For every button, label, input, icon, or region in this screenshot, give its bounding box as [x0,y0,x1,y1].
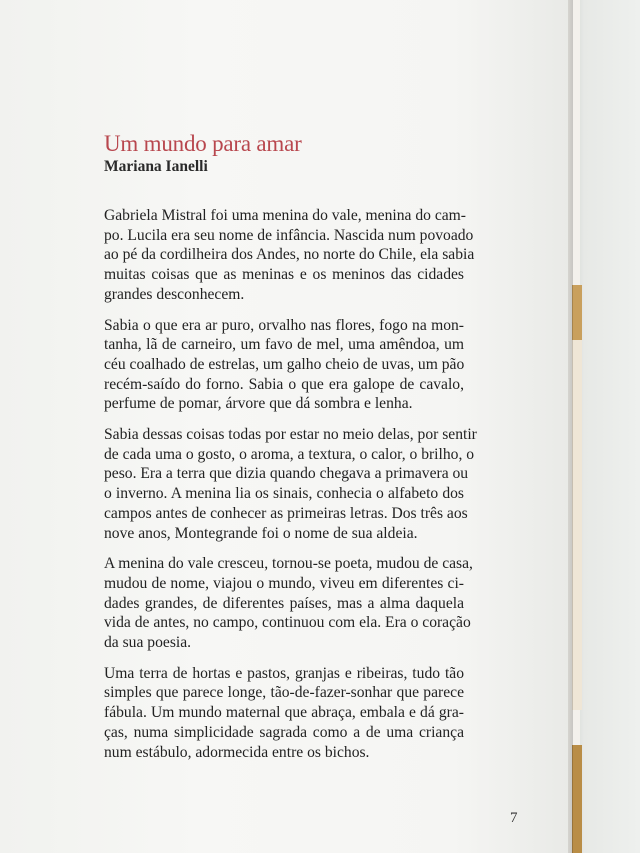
text-line: muitas coisas que as meninas e os meninos das cidades [104,266,464,284]
chapter-title: Um mundo para amar [104,131,302,156]
paragraph [104,664,464,763]
text-line: campos antes de conhecer as primeiras letras. Dos três aos [104,504,468,522]
text-line: ças, numa simplicidade sagrada como a de uma criança [104,723,464,741]
text-line: recém-saído do forno. Sabia o que era galope de cavalo, [104,375,464,393]
text-line: mudou de nome, viajou o mundo, viveu em diferentes ci- [104,574,464,592]
text-line: A menina do vale cresceu, tornou-se poeta, mudou de casa, [104,555,473,573]
body-text [104,206,477,773]
text-line: nove anos, Montegrande foi o nome de sua aldeia. [104,524,418,542]
text-line: da sua poesia. [104,634,192,652]
text-line: po. Lucila era seu nome de infância. Nascida num povoado [104,226,474,244]
text-line: dades grandes, de diferentes países, mas a alma daquela [104,594,464,612]
text-line: de cada uma o gosto, o aroma, a textura, o calor, o brilho, o [104,445,475,463]
paragraph [104,206,475,305]
paragraph [104,425,477,543]
paragraph [104,554,473,653]
text-line: simples que parece longe, tão-de-fazer-sonhar que parece [104,684,464,702]
text-line: vida de antes, no campo, continuou com ela. Era o coração [104,614,471,632]
author-name: Mariana Ianelli [104,158,208,175]
text-line: grandes desconhecem. [104,285,245,303]
text-line: num estábulo, adormecida entre os bichos. [104,743,370,761]
cover-edge-cream [572,340,582,710]
text-line: ao pé da cordilheira dos Andes, no norte do Chile, ela sabia [104,246,475,264]
paragraph [104,316,464,415]
cover-edge-gold [572,285,582,340]
cover-edge-gold-lower [572,745,582,853]
text-line: tanha, lã de carneiro, um favo de mel, uma amêndoa, um [104,336,464,354]
text-line: Uma terra de hortas e pastos, granjas e ribeiras, tudo tão [104,664,464,682]
text-line: Gabriela Mistral foi uma menina do vale, menina do cam- [104,207,466,224]
page-number: 7 [510,810,518,826]
text-line: peso. Era a terra que dizia quando chegava a primavera ou [104,465,469,483]
text-line: Sabia o que era ar puro, orvalho nas flores, fogo na mon- [104,316,464,334]
text-line: o inverno. A menina lia os sinais, conhecia o alfabeto dos [104,485,464,503]
text-line: Sabia dessas coisas todas por estar no meio delas, por sentir [104,426,477,444]
text-line: perfume de pomar, árvore que dá sombra e lenha. [104,395,413,413]
text-line: fábula. Um mundo maternal que abraça, embala e dá gra- [104,704,464,722]
text-line: céu coalhado de estrelas, um galho cheio de uvas, um pão [104,355,465,373]
